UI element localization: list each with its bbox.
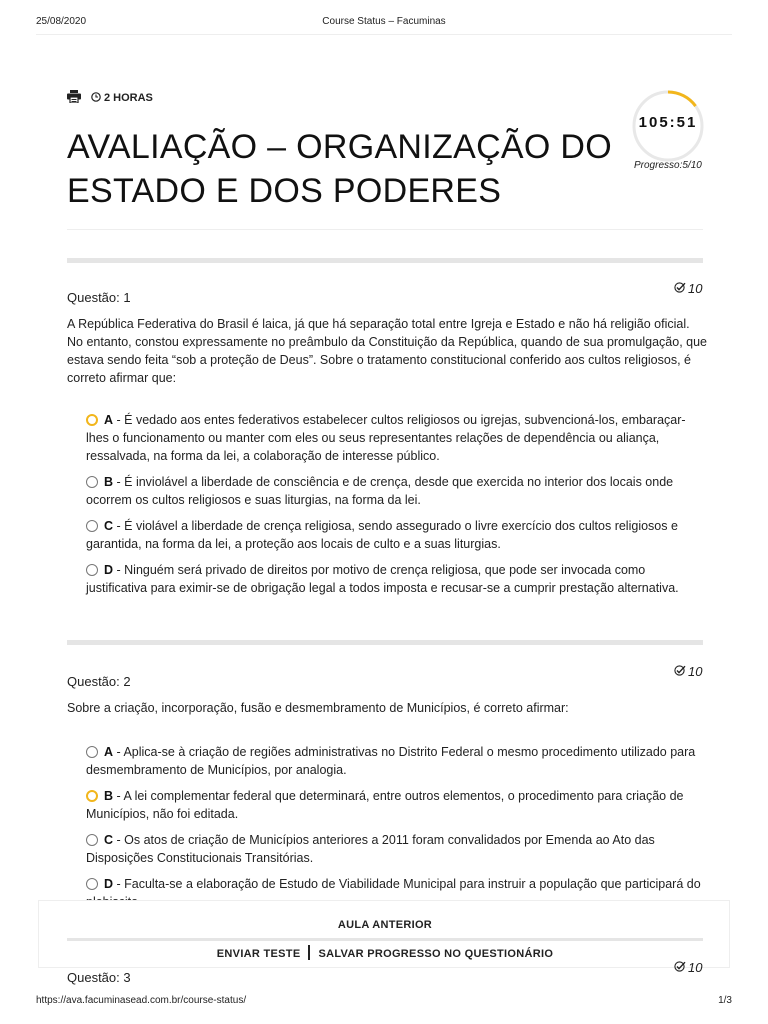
separator <box>308 945 310 960</box>
radio-selected[interactable] <box>86 790 98 802</box>
radio[interactable] <box>86 476 98 488</box>
footer-actions <box>39 945 731 960</box>
question-1-option-d[interactable]: D - Ninguém será privado de direitos por motivo de crença religiosa, que pode ser invocada como justificativa para eximir-se de obrigação legal a todos imposta e recusar-se a cumprir prestação alternativa. <box>86 563 679 595</box>
radio[interactable] <box>86 746 98 758</box>
check-icon <box>674 664 686 679</box>
score-value: 10 <box>688 960 703 975</box>
option-text: É violável a liberdade de crença religiosa, sendo assegurado o livre exercício dos cultos religiosos e garantida, na forma da lei, a proteção aos locais de culto e a suas liturgias. <box>86 519 678 551</box>
check-icon <box>674 960 686 975</box>
option-text: Faculta-se a elaboração de Estudo de Viabilidade Municipal para instruir a população que participará do <box>124 877 701 891</box>
radio-selected[interactable] <box>86 414 98 426</box>
question-1-option-c[interactable]: C - É violável a liberdade de crença religiosa, sendo assegurado o livre exercício dos cultos religiosos e garantida, na forma da lei, a proteção aos locais de culto e a suas liturgias. <box>86 519 678 551</box>
question-1-text: A República Federativa do Brasil é laica, já que há separação total entre Igreja e Estado e não há religião oficial. No entanto, constou expressamente no preâmbulo da Constituição da República, quando de sua promulgação, que estava sendo feita “sob a proteção de Deus”. Sobre o tratamento constitucional conferido aos cultos religiosos, é correto afirmar que: <box>67 317 708 385</box>
question-divider <box>67 640 703 645</box>
print-icon[interactable] <box>67 90 81 106</box>
radio[interactable] <box>86 834 98 846</box>
question-2-option-c[interactable]: C - Os atos de criação de Municípios anteriores a 2011 foram convalidados por Emenda ao Ato das Disposições Constitucionais Transitórias. <box>86 833 655 865</box>
timer-value: 105:51 <box>638 114 698 131</box>
question-2-option-a[interactable]: A - Aplica-se à criação de regiões administrativas no Distrito Federal o mesmo procedimento utilizado para desmembramento de Municípios, por analogia. <box>86 745 696 777</box>
question-3-label: Questão: 3 <box>67 970 131 985</box>
option-text: Ninguém será privado de direitos por motivo de crença religiosa, que pode ser invocada como justificativa para eximir-se de obrigação legal a todos imposta e recusar-se a cumprir prestação alternativa. <box>86 563 679 595</box>
quiz-footer-nav <box>38 900 730 968</box>
quiz-title: AVALIAÇÃO – ORGANIZAÇÃO DO ESTADO E DOS PODERES <box>67 128 612 210</box>
question-1-score <box>674 281 702 296</box>
progress-label: Progresso:5/10 <box>634 160 702 171</box>
question-1-option-a[interactable]: A - É vedado aos entes federativos estabelecer cultos religiosos ou igrejas, subvencioná-los, embaraçar-lhes o funcionamento ou manter com eles ou seus representantes relações de dependência ou aliança, ressalvada, na forma da lei, a colaboração de interesse público. <box>86 413 686 463</box>
radio[interactable] <box>86 520 98 532</box>
radio[interactable] <box>86 878 98 890</box>
question-2-label: Questão: 2 <box>67 674 131 689</box>
option-text: A lei complementar federal que determinará, entre outros elementos, o procedimento para criação de Municípios, não foi editada. <box>86 789 684 821</box>
question-2-text: Sobre a criação, incorporação, fusão e desmembramento de Municípios, é correto afirmar: <box>67 701 569 715</box>
option-text: Os atos de criação de Municípios anteriores a 2011 foram convalidados por Emenda ao Ato das Disposições Constitucionais Transitórias. <box>86 833 655 865</box>
duration-text: 2 HORAS <box>104 92 153 104</box>
question-2-option-b[interactable]: B - A lei complementar federal que determinará, entre outros elementos, o procedimento para criação de Municípios, não foi editada. <box>86 789 684 821</box>
send-test-button[interactable]: ENVIAR TESTE <box>216 948 301 960</box>
option-text: Aplica-se à criação de regiões administrativas no Distrito Federal o mesmo procedimento utilizado para desmembramento de Municípios, por analogia. <box>86 745 696 777</box>
title-divider <box>67 229 703 230</box>
option-text: É vedado aos entes federativos estabelecer cultos religiosos ou igrejas, subvencioná-los, embaraçar-lhes o funcionamento ou manter com eles ou seus representantes relações de dependência ou aliança, ressalvada, na forma da lei, a colaboração de interesse público. <box>86 413 686 463</box>
score-value: 10 <box>688 664 703 679</box>
quiz-timer <box>631 89 705 163</box>
question-1-label: Questão: 1 <box>67 290 131 305</box>
clock-icon <box>91 92 101 105</box>
quiz-meta <box>67 90 153 106</box>
score-value: 10 <box>688 281 703 296</box>
question-2-option-d[interactable]: D - Faculta-se a elaboração de Estudo de Viabilidade Municipal para instruir a população que participará do <box>86 875 702 911</box>
question-2-score <box>674 664 702 679</box>
previous-lesson-button[interactable]: AULA ANTERIOR <box>337 919 433 931</box>
radio[interactable] <box>86 564 98 576</box>
print-url: https://ava.facuminasead.com.br/course-status/ <box>36 995 247 1006</box>
question-1-option-b[interactable]: B - É inviolável a liberdade de consciência e de crença, desde que exercida no interior dos locais onde ocorrem os cultos religiosos e suas liturgias, na forma da lei. <box>86 475 674 507</box>
print-header <box>0 16 768 36</box>
question-3-score <box>674 960 702 975</box>
section-divider <box>67 258 703 263</box>
print-page-number: 1/3 <box>718 995 732 1006</box>
duration <box>91 92 153 105</box>
save-progress-button[interactable]: SALVAR PROGRESSO NO QUESTIONÁRIO <box>318 948 554 960</box>
header-divider <box>36 34 732 35</box>
check-icon <box>674 281 686 296</box>
footer-divider <box>67 938 703 941</box>
print-date: 25/08/2020 <box>36 16 87 27</box>
option-text: É inviolável a liberdade de consciência e de crença, desde que exercida no interior dos locais onde ocorrem os cultos religiosos e suas liturgias, na forma da lei. <box>86 475 674 507</box>
print-page-title: Course Status – Facuminas <box>322 16 446 27</box>
